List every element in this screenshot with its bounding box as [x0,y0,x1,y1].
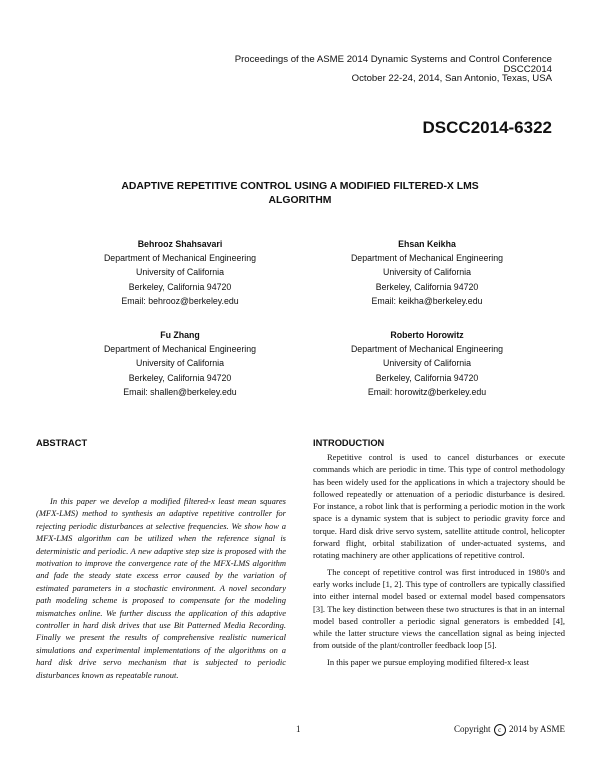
author-university: University of California [136,267,224,278]
author-email: Email: behrooz@berkeley.edu [121,295,239,306]
author-university: University of California [383,358,471,369]
copyright-label: Copyright [453,724,491,735]
copyright-icon: c [494,724,506,736]
introduction-paragraph: Repetitive control is used to cancel disturbances or execute commands which are periodic in time. This type of control methodology has been widely used for the applications in which a trajectory should be followed repeatedly or attenuation of a periodic disturbance is desired. For instance, a robot link that is performing a periodic motion in the work space is a dynamic system that is subject to periodic gravity force and torque. Hard disk drive servo system, satellite attitude control, helicopter forward flight, orbital stabilization of under-actuated systems, and rotating machinery are other applications of repetitive control. [313,452,565,561]
copyright-notice [454,724,565,736]
author-city: Berkeley, California 94720 [128,372,232,383]
author-name: Fu Zhang [160,330,200,340]
copyright-text: 2014 by ASME [508,724,565,735]
author-email: Email: keikha@berkeley.edu [371,295,483,306]
page-number: 1 [296,724,301,734]
author-block [297,328,557,399]
introduction-paragraph: The concept of repetitive control was first introduced in 1980's and early works include [1, 2]. This type of controllers are typically classified into either internal model based or external model based compensators [3]. The key distinction between these two structures is that in an internal model based controller a periodic signal generators is embedded [4], while the latter structure views the cancellation signal as being injected from outside of the plant/controller feedback loop [5]. [313,566,565,651]
author-name: Ehsan Keikha [398,239,456,249]
proceedings-line-1: Proceedings of the ASME 2014 Dynamic Systems and Control Conference [234,54,552,65]
author-email: Email: shallen@berkeley.edu [123,386,237,397]
author-city: Berkeley, California 94720 [128,281,232,292]
author-name: Roberto Horowitz [390,330,464,340]
author-email: Email: horowitz@berkeley.edu [367,386,487,397]
author-block [50,328,310,399]
proceedings-line-2: DSCC2014 [503,64,552,75]
paper-id: DSCC2014-6322 [422,118,552,137]
author-city: Berkeley, California 94720 [375,281,479,292]
introduction-heading: INTRODUCTION [313,438,385,448]
paper-title: ADAPTIVE REPETITIVE CONTROL USING A MODIFIED FILTERED-X LMS ALGORITHM [121,181,479,206]
author-department: Department of Mechanical Engineering [103,253,257,264]
author-block [297,237,557,308]
abstract-text: In this paper we develop a modified filtered-x least mean squares (MFX-LMS) method to synthesis an adaptive repetitive controller for rejecting periodic disturbances at selective frequencies. We show how a MFX-LMS algorithm can be utilized when the reference signal is deterministic and periodic. A new adaptive step size is proposed with the motivation to improve the convergence rate of the MFX-LMS algorithm and fade the steady state excess error caused by the variation of estimated parameters in a stochastic environment. A novel secondary path modeling scheme is proposed to compensate for the modeling mismatches online. We further discuss the application of this adaptive controller in hard disk drives that use Bit Patterned Media Recording. Finally we present the results of comprehensive realistic numerical simulations and experimental implementations of the algorithms on a hard disk drive servo mechanism that is subjected to periodic disturbances known as repeatable runout. [36,496,286,680]
author-block [50,237,310,308]
author-university: University of California [136,358,224,369]
author-name: Behrooz Shahsavari [137,239,223,249]
introduction-body [313,451,565,672]
abstract-heading: ABSTRACT [36,438,88,448]
author-city: Berkeley, California 94720 [375,372,479,383]
proceedings-line-3: October 22-24, 2014, San Antonio, Texas, USA [351,73,552,84]
author-department: Department of Mechanical Engineering [350,344,504,355]
author-university: University of California [383,267,471,278]
author-department: Department of Mechanical Engineering [103,344,257,355]
introduction-paragraph: In this paper we pursue employing modified filtered-x least [327,656,530,667]
author-department: Department of Mechanical Engineering [350,253,504,264]
